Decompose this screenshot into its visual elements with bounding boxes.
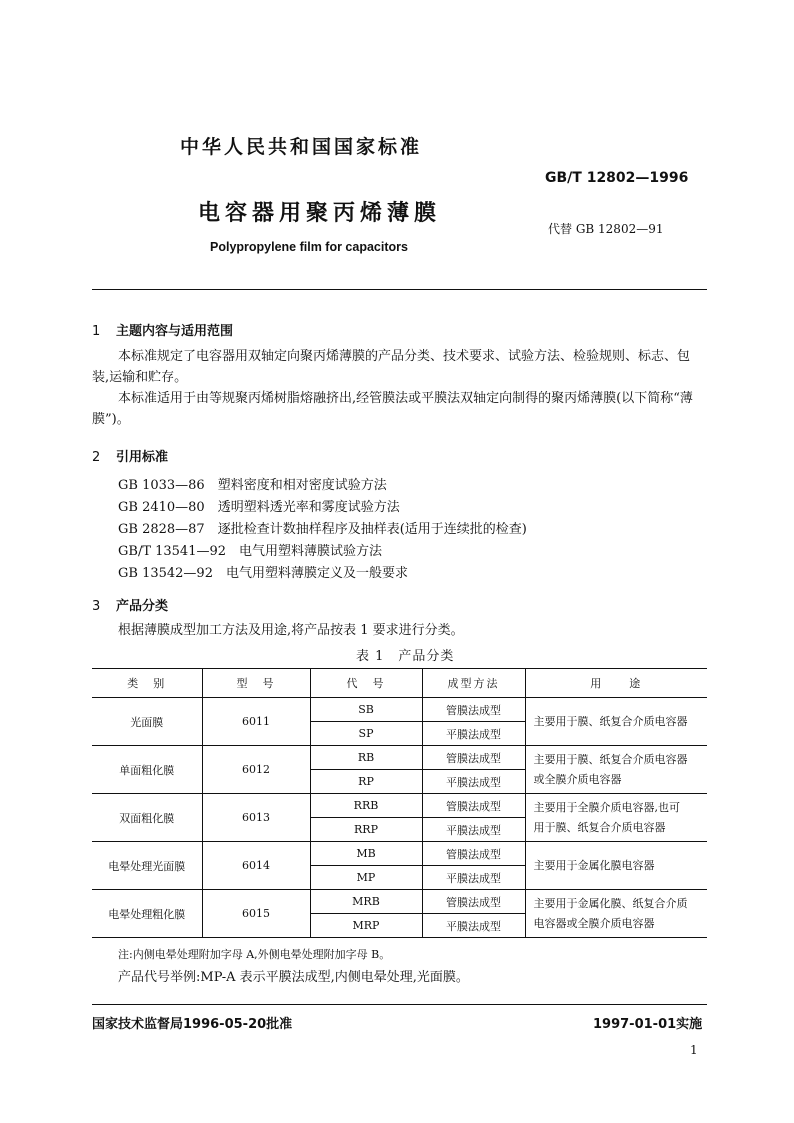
national-standard-heading: 中华人民共和国国家标准 [180,136,423,158]
method-cell: 平膜法成型 [422,914,525,938]
product-code-example: 产品代号举例:MP-A 表示平膜法成型,内侧电晕处理,光面膜。 [118,970,469,985]
reference-item: GB 2410—80 透明塑料透光率和雾度试验方法 [118,500,400,515]
section-number: 3 [92,599,101,614]
code-cell: SP [310,722,422,746]
code-cell: MP [310,866,422,890]
category-cell: 光面膜 [92,698,202,746]
method-cell: 平膜法成型 [422,818,525,842]
header-code: 代 号 [310,669,422,698]
model-cell: 6015 [202,890,310,938]
use-cell [525,698,707,746]
code-cell: RRP [310,818,422,842]
section-title: 主题内容与适用范围 [116,324,234,339]
use-line: 主要用于全膜介质电容器,也可 [533,800,680,814]
category-cell: 双面粗化膜 [92,794,202,842]
model-cell: 6014 [202,842,310,890]
product-classification-table [92,668,707,938]
header-category: 类 别 [92,669,202,698]
reference-item: GB/T 13541—92 电气用塑料薄膜试验方法 [118,544,383,559]
section-title: 产品分类 [116,599,169,614]
use-cell [525,746,707,794]
use-cell [525,842,707,890]
section-title: 引用标准 [116,450,169,465]
section-heading [92,446,168,465]
section-number: 1 [92,324,101,339]
use-line: 主要用于膜、纸复合介质电容器 [533,752,688,766]
model-cell: 6013 [202,794,310,842]
use-line: 主要用于金属化膜电容器 [533,858,655,872]
reference-item: GB 2828—87 逐批检查计数抽样程序及抽样表(适用于连续批的检查) [118,522,527,537]
section-heading [92,320,233,339]
method-cell: 平膜法成型 [422,866,525,890]
header-use: 用 途 [525,669,707,698]
table-row [92,794,707,818]
category-cell: 电晕处理光面膜 [92,842,202,890]
code-cell: MRP [310,914,422,938]
category-cell: 单面粗化膜 [92,746,202,794]
use-line: 主要用于金属化膜、纸复合介质 [533,896,688,910]
method-cell: 管膜法成型 [422,794,525,818]
reference-item: GB 1033—86 塑料密度和相对密度试验方法 [118,478,387,493]
use-line: 用于膜、纸复合介质电容器 [533,820,666,834]
table-note: 注:内侧电晕处理附加字母 A,外侧电晕处理附加字母 B。 [118,948,391,961]
document-title: 电容器用聚丙烯薄膜 [198,201,442,226]
method-cell: 管膜法成型 [422,842,525,866]
code-cell: MB [310,842,422,866]
table-row [92,698,707,722]
paragraph: 本标准适用于由等规聚丙烯树脂熔融挤出,经管膜法或平膜法双轴定向制得的聚丙烯薄膜(以下简称“薄膜”)。 [92,391,693,427]
use-line: 电容器或全膜介质电容器 [533,916,655,930]
approval-date: 国家技术监督局1996-05-20批准 [92,1017,293,1032]
method-cell: 平膜法成型 [422,722,525,746]
code-cell: RP [310,770,422,794]
effective-date: 1997-01-01实施 [593,1017,703,1032]
table-caption: 表 1 产品分类 [356,649,455,664]
header-method: 成型方法 [422,669,525,698]
reference-item: GB 13542—92 电气用塑料薄膜定义及一般要求 [118,566,408,581]
code-cell: RB [310,746,422,770]
use-cell [525,794,707,842]
method-cell: 管膜法成型 [422,746,525,770]
use-cell [525,890,707,938]
code-cell: RRB [310,794,422,818]
footer-rule [92,1004,707,1005]
section-heading [92,595,168,614]
method-cell: 平膜法成型 [422,770,525,794]
standard-number: GB/T 12802—1996 [545,170,689,186]
english-title: Polypropylene film for capacitors [210,240,408,254]
page-number: 1 [690,1043,698,1057]
code-cell: SB [310,698,422,722]
use-line: 或全膜介质电容器 [533,772,622,786]
model-cell: 6012 [202,746,310,794]
method-cell: 管膜法成型 [422,698,525,722]
table-row [92,890,707,914]
use-line: 主要用于膜、纸复合介质电容器 [533,714,688,728]
code-cell: MRB [310,890,422,914]
table-row [92,746,707,770]
header-rule [92,289,707,290]
section-number: 2 [92,450,101,465]
replaces-standard: 代替 GB 12802—91 [548,222,664,236]
category-cell: 电晕处理粗化膜 [92,890,202,938]
model-cell: 6011 [202,698,310,746]
header-model: 型 号 [202,669,310,698]
table-row [92,842,707,866]
paragraph: 根据薄膜成型加工方法及用途,将产品按表 1 要求进行分类。 [118,623,464,638]
method-cell: 管膜法成型 [422,890,525,914]
paragraph: 本标准规定了电容器用双轴定向聚丙烯薄膜的产品分类、技术要求、试验方法、检验规则、标志、包装,运输和贮存。 [92,349,691,385]
